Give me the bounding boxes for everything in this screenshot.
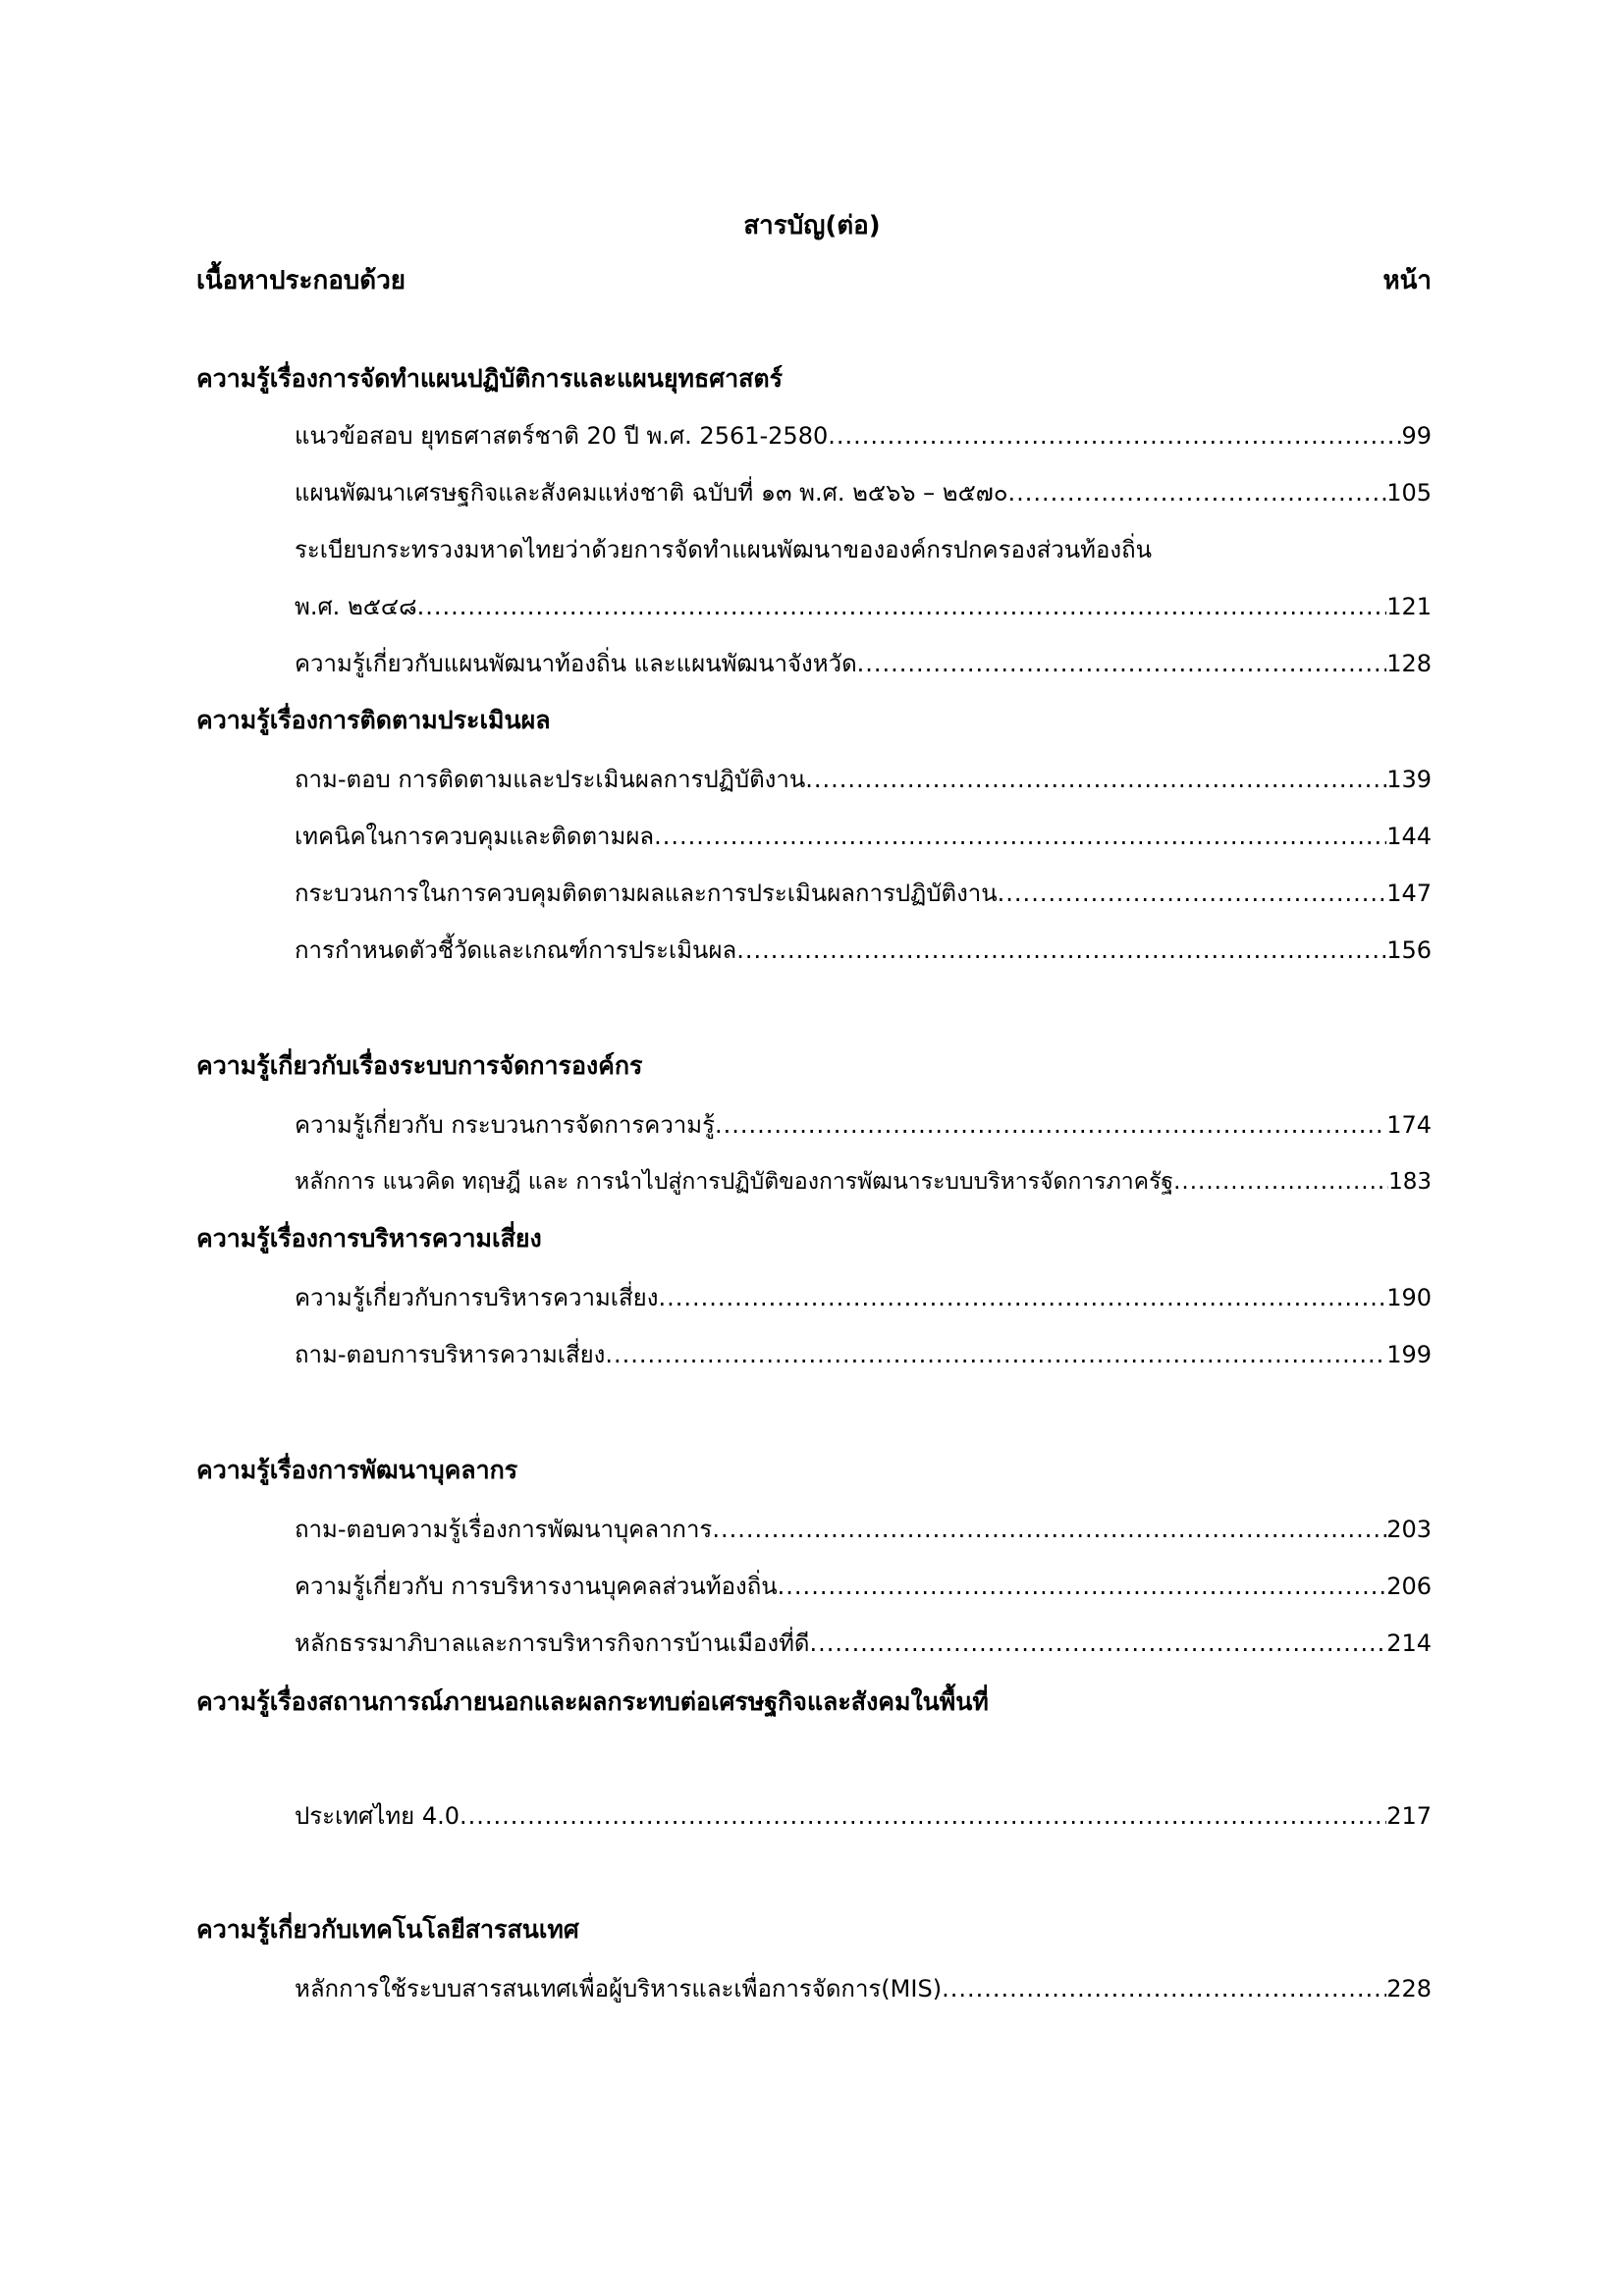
dot-leader [998,872,1387,915]
entry-title: ความรู้เกี่ยวกับ การบริหารงานบุคคลส่วนท้องถิ่น [295,1573,778,1600]
dot-leader [857,642,1387,685]
entry-title: ถาม-ตอบ การติดตามและประเมินผลการปฏิบัติงาน [295,766,806,793]
entry-title: แนวข้อสอบ ยุทธศาสตร์ชาติ 20 ปี พ.ศ. 2561-2580 [295,422,829,450]
toc-entry[interactable] [295,1276,1432,1319]
entry-title: ความรู้เกี่ยวกับการบริหารความเสี่ยง [295,1284,659,1311]
dot-leader [715,1103,1386,1147]
entry-title: ความรู้เกี่ยวกับแผนพัฒนาท้องถิ่น และแผนพัฒนาจังหวัด [295,650,857,677]
toc-entry[interactable] [295,1565,1432,1608]
entry-title: แผนพัฒนาเศรษฐกิจและสังคมแห่งชาติ ฉบับที่ ๑๓ พ.ศ. ๒๕๖๖ – ๒๕๗๐ [295,479,1008,507]
dot-leader [1007,471,1386,514]
entry-page-number: 174 [1386,1111,1432,1139]
entry-page-number: 156 [1386,936,1432,964]
section-heading: ความรู้เรื่องการพัฒนาบุคลากร [196,1456,518,1484]
toc-entry[interactable] [295,815,1432,858]
entry-page-number: 99 [1401,422,1432,450]
entry-page-number: 217 [1386,1802,1432,1830]
toc-entry[interactable] [295,471,1432,514]
section-heading: ความรู้เกี่ยวกับเทคโนโลยีสารสนเทศ [196,1915,579,1944]
entry-title: หลักการ แนวคิด ทฤษฎี และ การนำไปสู่การปฏิบัติของการพัฒนาระบบบริหารจัดการภาครัฐ [295,1169,1174,1195]
toc-header [196,259,1432,302]
entry-title: เทคนิคในการควบคุมและติดตามผล [295,823,655,850]
toc-entry[interactable] [295,1333,1432,1376]
section-heading: ความรู้เรื่องการบริหารความเสี่ยง [196,1224,542,1253]
dot-leader [658,1276,1386,1319]
dot-leader [417,585,1387,628]
entry-page-number: 228 [1386,1975,1432,2002]
dot-leader [736,929,1386,972]
entry-title: ความรู้เกี่ยวกับ กระบวนการจัดการความรู้ [295,1111,715,1139]
toc-entry[interactable] [295,642,1432,685]
entry-title: การกำหนดตัวชี้วัดและเกณฑ์การประเมินผล [295,936,737,964]
page-header-label: หน้า [1382,266,1432,295]
dot-leader [828,414,1401,457]
toc-entry[interactable] [295,872,1432,915]
toc-entry[interactable] [295,1160,1432,1203]
toc-entry-continued[interactable]: ระเบียบกระทรวงมหาดไทยว่าด้วยการจัดทำแผนพัฒนาขององค์กรปกครองส่วนท้องถิ่น [295,536,1153,563]
toc-entry[interactable] [295,1622,1432,1665]
toc-entry[interactable] [295,1103,1432,1147]
dot-leader [942,1967,1386,2010]
entry-title: หลักการใช้ระบบสารสนเทศเพื่อผู้บริหารและเพื่อการจัดการ(MIS) [295,1975,943,2002]
entry-page-number: 139 [1386,766,1432,793]
section-heading: ความรู้เรื่องการจัดทำแผนปฏิบัติการและแผนยุทธศาสตร์ [196,364,784,393]
page-title: สารบัญ(ต่อ) [743,211,881,240]
dot-leader [712,1508,1386,1551]
toc-entry[interactable] [295,1508,1432,1551]
entry-page-number: 206 [1386,1573,1432,1600]
toc-entry[interactable] [295,929,1432,972]
section-heading: ความรู้เรื่องการติดตามประเมินผล [196,706,551,734]
dot-leader [605,1333,1386,1376]
entry-title: ประเทศไทย 4.0 [295,1802,460,1830]
entry-title: พ.ศ. ๒๕๔๘ [295,593,417,620]
entry-title: ถาม-ตอบการบริหารความเสี่ยง [295,1341,606,1368]
entry-page-number: 214 [1386,1629,1432,1657]
entry-page-number: 105 [1386,479,1432,507]
toc-entry[interactable] [295,758,1432,801]
entry-page-number: 190 [1386,1284,1432,1311]
toc-entry[interactable] [295,1794,1432,1838]
entry-title: กระบวนการในการควบคุมติดตามผลและการประเมินผลการปฏิบัติงาน [295,880,998,907]
dot-leader [778,1565,1387,1608]
content-header-label: เนื้อหาประกอบด้วย [196,266,406,295]
entry-page-number: 183 [1388,1169,1432,1195]
entry-page-number: 121 [1386,593,1432,620]
dot-leader [1173,1160,1388,1203]
dot-leader [809,1622,1386,1665]
entry-title: หลักธรรมาภิบาลและการบริหารกิจการบ้านเมืองที่ดี [295,1629,810,1657]
dot-leader [460,1794,1386,1838]
dot-leader [805,758,1386,801]
entry-page-number: 144 [1386,823,1432,850]
toc-entry[interactable] [295,414,1432,457]
entry-page-number: 147 [1386,880,1432,907]
section-heading: ความรู้เกี่ยวกับเรื่องระบบการจัดการองค์กร [196,1051,643,1080]
section-heading: ความรู้เรื่องสถานการณ์ภายนอกและผลกระทบต่อเศรษฐกิจและสังคมในพื้นที่ [196,1687,989,1716]
toc-entry[interactable] [295,585,1432,628]
toc-entry[interactable] [295,1967,1432,2010]
entry-title: ถาม-ตอบความรู้เรื่องการพัฒนาบุคลาการ [295,1516,713,1543]
dot-leader [654,815,1386,858]
entry-page-number: 128 [1386,650,1432,677]
entry-page-number: 199 [1386,1341,1432,1368]
entry-page-number: 203 [1386,1516,1432,1543]
